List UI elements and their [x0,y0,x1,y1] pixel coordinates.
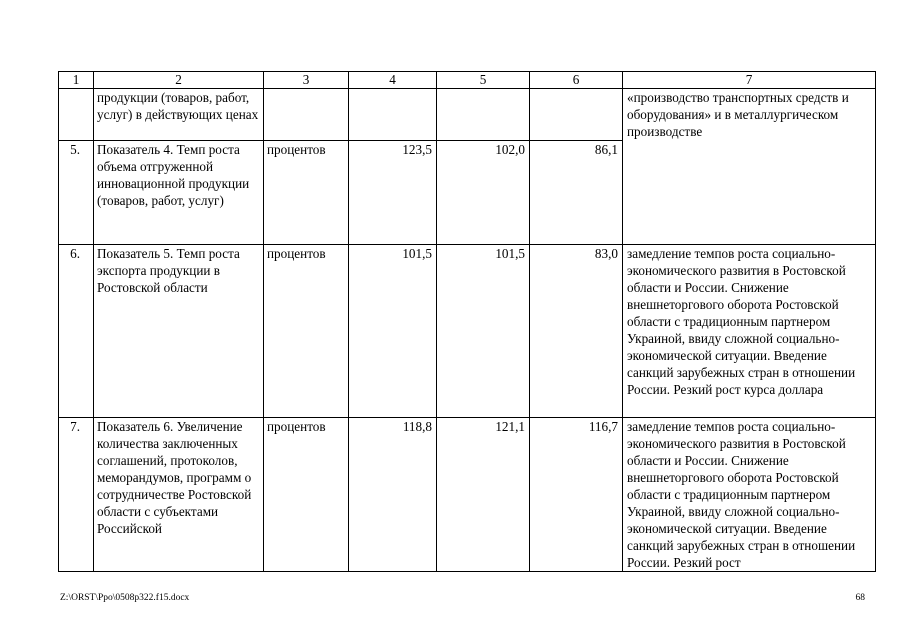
indicator-table [58,71,876,572]
column-number-row [59,72,876,89]
note-cell: «производство транспортных средств и оборудования» и в металлургическом производстве [623,89,876,245]
unit-cell: процентов [264,245,349,418]
column-number: 1 [59,72,94,89]
value-cell: 101,5 [437,245,530,418]
column-number: 6 [530,72,623,89]
unit-cell [264,89,349,141]
indicator-name: Показатель 6. Увеличение количества заключенных соглашений, протоколов, меморандумов, программ о сотрудничестве Ростовской области с субъектами Российской [94,418,264,572]
value-cell: 118,8 [349,418,437,572]
value-cell: 102,0 [437,141,530,245]
footer-page-number: 68 [855,593,865,603]
table-row [59,418,876,572]
value-cell: 116,7 [530,418,623,572]
table-row [59,89,876,141]
column-number: 5 [437,72,530,89]
value-cell: 121,1 [437,418,530,572]
value-cell: 101,5 [349,245,437,418]
note-cell: замедление темпов роста социально-экономического развития в Ростовской области и России. Снижение внешнеторгового оборота Ростовской области с традиционным партнером Украиной, ввиду сложной социально-экономической ситуации. Введение санкций зарубежных стран в отношении России. Резкий рост [623,418,876,572]
note-cell: замедление темпов роста социально-экономического развития в Ростовской области и России. Снижение внешнеторгового оборота Ростовской области с традиционным партнером Украиной, ввиду сложной социально-экономической ситуации. Введение санкций зарубежных стран в отношении России. Резкий рост курса доллара [623,245,876,418]
row-index: 7. [59,418,94,572]
unit-cell: процентов [264,418,349,572]
indicator-name: Показатель 4. Темп роста объема отгруженной инновационной продукции (товаров, работ, услуг) [94,141,264,245]
column-number: 2 [94,72,264,89]
indicator-name: Показатель 5. Темп роста экспорта продукции в Ростовской области [94,245,264,418]
row-index: 6. [59,245,94,418]
column-number: 4 [349,72,437,89]
column-number: 3 [264,72,349,89]
footer-file-path: Z:\ORST\Ppo\0508p322.f15.docx [60,593,190,603]
value-cell [437,89,530,141]
value-cell [349,89,437,141]
value-cell [530,89,623,141]
column-number: 7 [623,72,876,89]
table-row [59,245,876,418]
value-cell: 123,5 [349,141,437,245]
indicator-name: продукции (товаров, работ, услуг) в действующих ценах [94,89,264,141]
value-cell: 83,0 [530,245,623,418]
row-index: 5. [59,141,94,245]
row-index [59,89,94,141]
unit-cell: процентов [264,141,349,245]
value-cell: 86,1 [530,141,623,245]
